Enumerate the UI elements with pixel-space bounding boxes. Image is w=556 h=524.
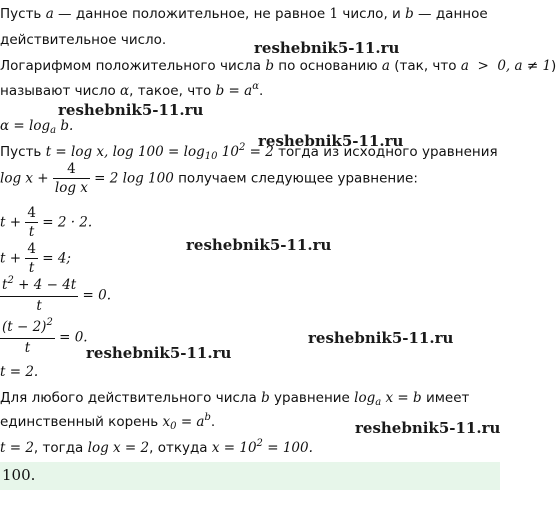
text-line-general-claim: Для любого действительного числа b уравнение $\log_a x = b$ имеет: [0, 390, 470, 408]
text-line-intro: Пусть a — данное положительное, не равное 1 число, и b — данное: [0, 6, 488, 22]
fraction: $\frac{4}{t}$: [27, 205, 36, 240]
text-line-substitution: Пусть t = log x, $\log 100 = \log_{10} 10^2 = 2$ тогда из исходного уравнения: [0, 142, 498, 162]
watermark: reshebnik5-11.ru: [58, 101, 204, 119]
text-line-alpha: называют число α, такое, что $b = a^\alpha$.: [0, 81, 264, 99]
watermark: reshebnik5-11.ru: [355, 419, 501, 437]
fraction: $\frac{4}{\text{log x}}$: [54, 161, 88, 196]
formula-step-c: $\frac{t^2 + 4 - 4t}{t}$ = 0.: [2, 275, 111, 314]
text-line-log-definition: Логарифмом положительного числа b по основанию a (так, что a > 0, a ≠ 1): [0, 58, 556, 74]
formula-alpha-log: $\alpha = \log_a b$.: [0, 118, 74, 136]
formula-t-equals-2: t = 2.: [0, 364, 39, 380]
watermark: reshebnik5-11.ru: [254, 39, 400, 57]
watermark: reshebnik5-11.ru: [258, 132, 404, 150]
answer-panel: [0, 462, 500, 490]
fraction: $\frac{(t - 2)^2}{t}$: [2, 317, 53, 356]
text-line-final-step: t = 2, тогда log x = 2, откуда $x = 10^2 = 100$.: [0, 438, 313, 456]
answer-value: 100.: [2, 466, 36, 484]
watermark: reshebnik5-11.ru: [86, 344, 232, 362]
watermark: reshebnik5-11.ru: [308, 329, 454, 347]
formula-step-d: $\frac{(t - 2)^2}{t}$ = 0.: [2, 317, 88, 356]
formula-step-a: t + $\frac{4}{t}$ = 2 · 2.: [0, 205, 93, 240]
fraction: $\frac{4}{t}$: [27, 241, 36, 276]
formula-original-equation: log x + $\frac{4}{\text{log x}}$ = 2 log 100 получаем следующее уравнение:: [0, 161, 418, 196]
watermark: reshebnik5-11.ru: [186, 236, 332, 254]
formula-step-b: t + $\frac{4}{t}$ = 4;: [0, 241, 71, 276]
text-line-unique-root: единственный корень $x_0 = a^b$.: [0, 412, 216, 432]
fraction: $\frac{t^2 + 4 - 4t}{t}$: [2, 275, 77, 314]
text-line-real-number: действительное число.: [0, 32, 167, 48]
